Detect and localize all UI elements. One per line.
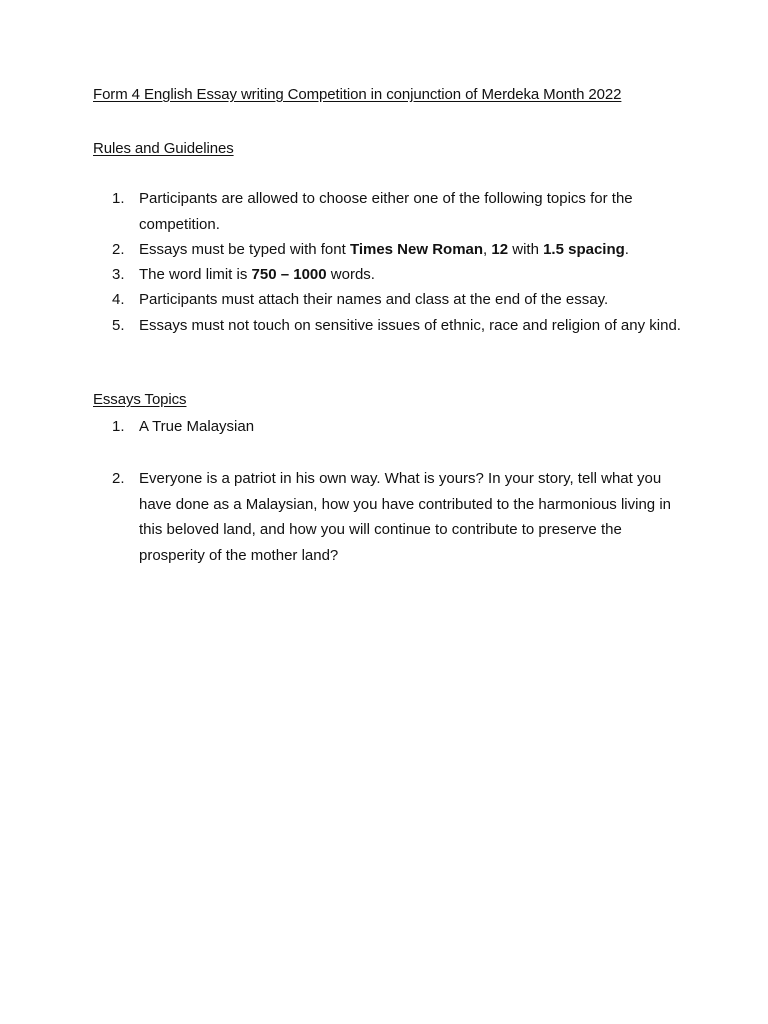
rule-item-3 xyxy=(112,262,682,288)
topic-item-2 xyxy=(112,466,682,568)
topic-text: A True Malaysian xyxy=(139,418,255,435)
rule-item-1 xyxy=(112,186,682,237)
rule-text: Participants are allowed to choose either one of the following topics for the competition. xyxy=(139,190,633,233)
rule-number: 2. xyxy=(112,241,125,258)
rule-item-2 xyxy=(112,237,682,263)
rule-text-part: , xyxy=(483,241,492,258)
rule-text-part: Essays must be typed with font xyxy=(139,241,350,258)
rule-text-part: words. xyxy=(326,266,375,283)
rules-heading: Rules and Guidelines xyxy=(93,140,234,157)
rule-text-part: with xyxy=(508,241,544,258)
rule-item-5 xyxy=(112,313,682,339)
rule-text: Participants must attach their names and class at the end of the essay. xyxy=(139,291,609,308)
rule-text xyxy=(139,237,682,263)
topic-number: 1. xyxy=(112,418,125,435)
spacing-bold: 1.5 spacing xyxy=(543,241,625,258)
rule-item-4 xyxy=(112,287,682,313)
topic-number: 2. xyxy=(112,470,125,487)
topics-heading: Essays Topics xyxy=(93,391,187,408)
rule-number: 3. xyxy=(112,266,125,283)
rule-number: 1. xyxy=(112,190,125,207)
rule-text-part: The word limit is xyxy=(139,266,252,283)
rule-number: 4. xyxy=(112,291,125,308)
word-limit-bold: 750 – 1000 xyxy=(251,266,327,283)
rule-number: 5. xyxy=(112,317,125,334)
topic-text: Everyone is a patriot in his own way. What is yours? In your story, tell what you have done as a Malaysian, how you have contributed to the harmonious living in this beloved land, and how you will continue to contribute to preserve the prosperity of the mother land? xyxy=(139,470,671,564)
font-name-bold: Times New Roman xyxy=(349,241,484,258)
font-size-bold: 12 xyxy=(491,241,509,258)
document-title: Form 4 English Essay writing Competition in conjunction of Merdeka Month 2022 xyxy=(93,86,622,103)
topic-item-1 xyxy=(112,414,682,440)
rule-text-part: . xyxy=(624,241,629,258)
rule-text: Essays must not touch on sensitive issues of ethnic, race and religion of any kind. xyxy=(139,317,681,334)
rule-text xyxy=(139,262,682,288)
